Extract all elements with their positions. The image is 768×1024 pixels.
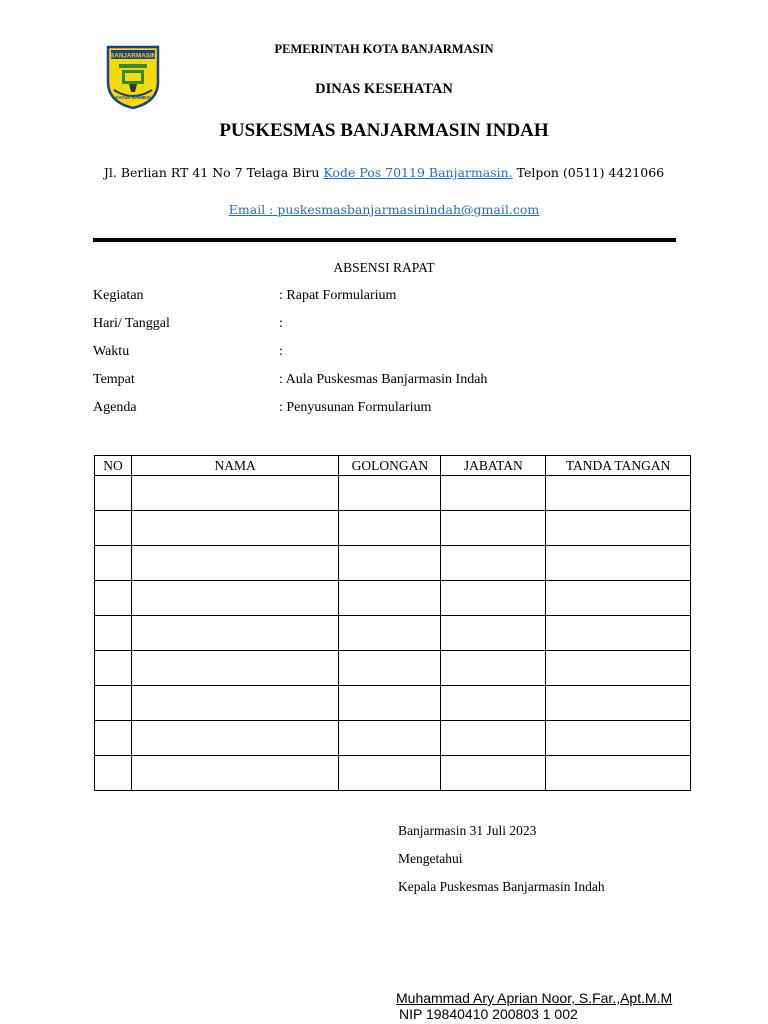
document-title: ABSENSI RAPAT [333, 260, 435, 275]
cell-tanda-tangan [546, 546, 691, 581]
cell-nama [131, 651, 339, 686]
cell-golongan [339, 581, 441, 616]
signer-position: Kepala Puskesmas Banjarmasin Indah [398, 879, 605, 894]
cell-no [95, 581, 132, 616]
cell-nama [131, 721, 339, 756]
place-date: Banjarmasin 31 Juli 2023 [398, 823, 537, 838]
table-header-row [95, 456, 691, 476]
field-value-waktu: : [279, 344, 283, 359]
address-prefix: Jl. Berlian RT 41 No 7 Telaga Biru [103, 165, 324, 180]
cell-tanda-tangan [546, 721, 691, 756]
government-name: PEMERINTAH KOTA BANJARMASIN [274, 42, 494, 56]
cell-nama [131, 476, 339, 511]
cell-jabatan [441, 511, 546, 546]
cell-no [95, 511, 132, 546]
table-row [95, 686, 691, 721]
field-label-waktu: Waktu [93, 344, 130, 359]
header-golongan: GOLONGAN [339, 456, 441, 476]
acknowledged-label: Mengetahui [398, 851, 463, 866]
table-row [95, 756, 691, 791]
cell-golongan [339, 686, 441, 721]
cell-jabatan [441, 756, 546, 791]
cell-golongan [339, 616, 441, 651]
logo-bottom-text: KAYUH BAIMBAI [115, 95, 151, 100]
header-nama: NAMA [131, 456, 339, 476]
address-line [0, 165, 768, 180]
department-name: DINAS KESEHATAN [315, 81, 453, 97]
cell-golongan [339, 511, 441, 546]
cell-jabatan [441, 581, 546, 616]
cell-no [95, 686, 132, 721]
cell-golongan [339, 476, 441, 511]
cell-no [95, 721, 132, 756]
field-label-tempat: Tempat [93, 372, 135, 387]
cell-nama [131, 616, 339, 651]
cell-no [95, 616, 132, 651]
field-label-agenda: Agenda [93, 400, 137, 415]
table-row [95, 511, 691, 546]
cell-tanda-tangan [546, 476, 691, 511]
attendance-table [94, 455, 691, 791]
header-no: NO [95, 456, 132, 476]
cell-no [95, 476, 132, 511]
table-row [95, 651, 691, 686]
cell-tanda-tangan [546, 511, 691, 546]
cell-tanda-tangan [546, 686, 691, 721]
header-divider [93, 238, 676, 242]
cell-nama [131, 756, 339, 791]
field-label-hari-tanggal: Hari/ Tanggal [93, 316, 170, 331]
table-row [95, 476, 691, 511]
cell-golongan [339, 651, 441, 686]
header-tanda-tangan: TANDA TANGAN [546, 456, 691, 476]
signer-nip: NIP 19840410 200803 1 002 [399, 1006, 578, 1022]
cell-no [95, 756, 132, 791]
field-label-kegiatan: Kegiatan [93, 288, 144, 303]
cell-golongan [339, 546, 441, 581]
cell-tanda-tangan [546, 651, 691, 686]
institution-name: PUSKESMAS BANJARMASIN INDAH [219, 120, 549, 141]
postal-code-link[interactable]: Kode Pos 70119 Banjarmasin. [323, 165, 513, 180]
cell-no [95, 651, 132, 686]
field-value-kegiatan: : Rapat Formularium [279, 288, 397, 303]
cell-jabatan [441, 546, 546, 581]
address-phone: Telpon (0511) 4421066 [512, 165, 665, 180]
table-row [95, 581, 691, 616]
cell-tanda-tangan [546, 616, 691, 651]
cell-golongan [339, 721, 441, 756]
field-value-hari-tanggal: : [279, 316, 283, 331]
cell-jabatan [441, 686, 546, 721]
table-body [95, 476, 691, 791]
cell-golongan [339, 756, 441, 791]
signer-name: Muhammad Ary Aprian Noor, S.Far.,Apt.M.M [396, 990, 673, 1006]
cell-jabatan [441, 476, 546, 511]
table-row [95, 616, 691, 651]
cell-nama [131, 581, 339, 616]
cell-nama [131, 511, 339, 546]
cell-nama [131, 546, 339, 581]
cell-tanda-tangan [546, 756, 691, 791]
email-line [0, 202, 768, 217]
cell-no [95, 546, 132, 581]
table-row [95, 721, 691, 756]
table-row [95, 546, 691, 581]
cell-jabatan [441, 616, 546, 651]
cell-jabatan [441, 651, 546, 686]
field-value-agenda: : Penyusunan Formularium [279, 400, 432, 415]
cell-tanda-tangan [546, 581, 691, 616]
header-jabatan: JABATAN [441, 456, 546, 476]
cell-nama [131, 686, 339, 721]
email-link[interactable]: Email : puskesmasbanjarmasinindah@gmail.com [228, 202, 540, 217]
cell-jabatan [441, 721, 546, 756]
field-value-tempat: : Aula Puskesmas Banjarmasin Indah [279, 372, 488, 387]
logo-top-text: BANJARMASIN [109, 52, 157, 60]
